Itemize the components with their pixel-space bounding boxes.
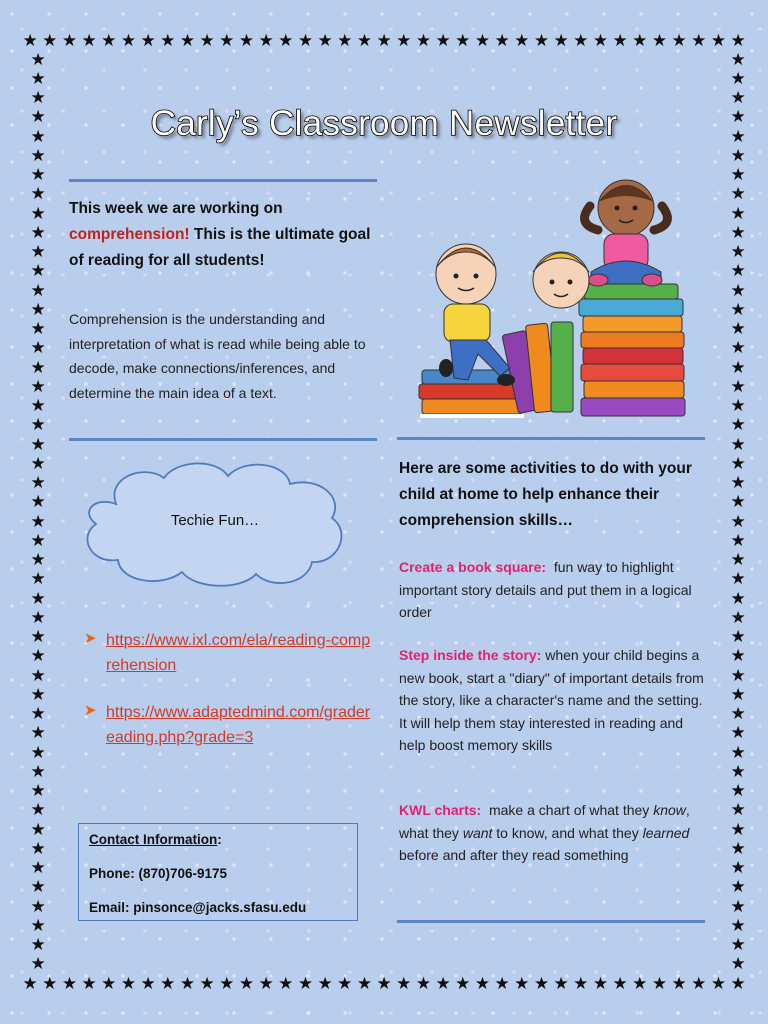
- star-icon: ★: [238, 973, 255, 994]
- contact-heading: Contact Information: [89, 832, 218, 847]
- star-icon: ★: [30, 781, 46, 802]
- star-icon: ★: [238, 30, 255, 51]
- star-icon: ★: [30, 954, 46, 975]
- star-icon: ★: [573, 973, 589, 994]
- star-icon: ★: [730, 800, 746, 821]
- star-icon: ★: [81, 30, 97, 51]
- activity-text: when your child begins a new book, start a "diary" of important details from the story, like a character's name and the setting. It will help them stay interested in reading and help boost memory skills: [399, 647, 708, 753]
- star-icon: ★: [30, 896, 46, 917]
- techie-links: [84, 628, 374, 772]
- star-icon: ★: [730, 954, 746, 975]
- star-icon: ★: [337, 30, 353, 51]
- star-icon: ★: [30, 376, 46, 397]
- star-icon: ★: [730, 607, 746, 628]
- contact-box: [78, 823, 358, 921]
- star-icon: ★: [219, 30, 235, 51]
- star-icon: ★: [730, 68, 746, 89]
- page-title: Carly’s Classroom Newsletter: [150, 104, 618, 143]
- star-icon: ★: [573, 30, 589, 51]
- star-icon: ★: [30, 68, 46, 89]
- star-icon: ★: [30, 165, 46, 186]
- star-icon: ★: [278, 973, 294, 994]
- star-icon: ★: [730, 242, 746, 263]
- activity-label: KWL charts:: [399, 802, 482, 818]
- kids-reading-books-illustration: [416, 172, 688, 420]
- star-icon: ★: [30, 453, 46, 474]
- star-icon: ★: [730, 530, 746, 551]
- star-icon: ★: [514, 973, 530, 994]
- techie-fun-cloud: [76, 456, 354, 590]
- star-icon: ★: [730, 415, 746, 436]
- star-icon: ★: [30, 49, 46, 70]
- star-icon: ★: [30, 742, 46, 763]
- intro-headline: [69, 196, 379, 274]
- star-icon: ★: [376, 973, 392, 994]
- activity-emphasis: learned: [642, 824, 690, 841]
- star-icon: ★: [30, 280, 46, 301]
- star-icon: ★: [30, 588, 46, 609]
- star-icon: ★: [730, 665, 746, 686]
- star-icon: ★: [140, 973, 156, 994]
- divider-activities-top: [397, 437, 705, 440]
- star-icon: ★: [455, 30, 471, 51]
- link-adaptedmind[interactable]: https://www.adaptedmind.com/gradereading.php?grade=3: [106, 704, 371, 746]
- star-icon: ★: [730, 761, 746, 782]
- star-icon: ★: [730, 319, 746, 340]
- star-icon: ★: [730, 473, 746, 494]
- star-icon: ★: [30, 319, 46, 340]
- star-icon: ★: [219, 973, 235, 994]
- activities-heading: Here are some activities to do with your child at home to help enhance their comprehension skills…: [399, 460, 692, 529]
- contact-heading-colon: :: [217, 832, 222, 847]
- star-icon: ★: [730, 973, 746, 994]
- intro-highlight: comprehension!: [69, 226, 190, 243]
- star-icon: ★: [30, 627, 46, 648]
- star-icon: ★: [356, 30, 373, 51]
- star-icon: ★: [612, 30, 628, 51]
- star-icon: ★: [612, 973, 628, 994]
- techie-fun-label: Techie Fun…: [170, 512, 260, 529]
- star-icon: ★: [730, 819, 746, 840]
- star-icon: ★: [730, 261, 746, 282]
- star-icon: ★: [30, 665, 46, 686]
- star-icon: ★: [730, 781, 746, 802]
- star-icon: ★: [592, 30, 609, 51]
- star-icon: ★: [30, 203, 46, 224]
- contact-email: Email: pinsonce@jacks.sfasu.edu: [89, 900, 307, 915]
- star-icon: ★: [160, 30, 176, 51]
- activity-text: fun way to highlight important story details and put them in a logical order: [399, 559, 696, 620]
- divider-intro-top: [69, 179, 377, 182]
- star-icon: ★: [691, 973, 707, 994]
- activity-step-inside: [399, 644, 708, 757]
- star-icon: ★: [455, 973, 471, 994]
- star-icon: ★: [553, 30, 569, 51]
- star-icon: ★: [120, 30, 137, 51]
- star-icon: ★: [730, 434, 746, 455]
- intro-body: Comprehension is the understanding and interpretation of what is read while being able to decode, make connections/inferences, and determine the main idea of a text.: [69, 311, 366, 401]
- divider-activities-bottom: [397, 920, 705, 923]
- contact-phone: Phone: (870)706-9175: [89, 866, 228, 881]
- star-icon: ★: [494, 30, 510, 51]
- star-icon: ★: [199, 973, 215, 994]
- star-icon: ★: [710, 30, 727, 51]
- activity-emphasis: know: [653, 802, 686, 818]
- star-icon: ★: [691, 30, 707, 51]
- star-icon: ★: [435, 973, 451, 994]
- star-icon: ★: [396, 973, 412, 994]
- star-icon: ★: [30, 145, 46, 166]
- link-ixl[interactable]: https://www.ixl.com/ela/reading-comprehension: [106, 632, 371, 674]
- star-icon: ★: [730, 30, 746, 51]
- star-icon: ★: [61, 30, 78, 51]
- star-icon: ★: [730, 222, 746, 243]
- star-icon: ★: [514, 30, 530, 51]
- activity-book-square: [399, 556, 704, 624]
- star-icon: ★: [730, 915, 746, 936]
- star-icon: ★: [297, 973, 314, 994]
- star-icon: ★: [730, 858, 746, 879]
- activity-kwl: [399, 799, 704, 867]
- star-icon: ★: [101, 973, 117, 994]
- star-icon: ★: [30, 550, 46, 571]
- star-icon: ★: [730, 877, 746, 898]
- star-icon: ★: [42, 973, 58, 994]
- star-icon: ★: [671, 973, 687, 994]
- star-icon: ★: [30, 569, 46, 590]
- star-icon: ★: [730, 165, 746, 186]
- star-icon: ★: [30, 242, 46, 263]
- star-icon: ★: [120, 973, 137, 994]
- star-icon: ★: [730, 184, 746, 205]
- star-icon: ★: [730, 704, 746, 725]
- star-icon: ★: [474, 973, 491, 994]
- star-icon: ★: [30, 723, 46, 744]
- star-icon: ★: [553, 973, 569, 994]
- star-icon: ★: [671, 30, 687, 51]
- star-icon: ★: [30, 126, 46, 147]
- star-icon: ★: [632, 973, 648, 994]
- star-icon: ★: [651, 973, 668, 994]
- contact-heading-row: [89, 831, 347, 848]
- star-icon: ★: [160, 973, 176, 994]
- star-icon: ★: [494, 973, 510, 994]
- intro-prefix: This week we are working on: [69, 200, 283, 217]
- star-icon: ★: [30, 607, 46, 628]
- divider-intro-bottom: [69, 438, 377, 441]
- star-icon: ★: [730, 107, 746, 128]
- star-icon: ★: [30, 434, 46, 455]
- star-icon: ★: [533, 973, 550, 994]
- star-icon: ★: [30, 473, 46, 494]
- star-icon: ★: [730, 684, 746, 705]
- star-icon: ★: [396, 30, 412, 51]
- star-icon: ★: [30, 184, 46, 205]
- star-icon: ★: [730, 838, 746, 859]
- star-icon: ★: [297, 30, 314, 51]
- star-icon: ★: [179, 973, 196, 994]
- star-icon: ★: [61, 973, 78, 994]
- star-icon: ★: [199, 30, 215, 51]
- star-icon: ★: [258, 30, 274, 51]
- star-icon: ★: [30, 704, 46, 725]
- star-icon: ★: [730, 896, 746, 917]
- star-icon: ★: [730, 88, 746, 109]
- activity-text: before and after they read something: [399, 824, 694, 863]
- star-icon: ★: [730, 492, 746, 513]
- star-icon: ★: [30, 88, 46, 109]
- star-icon: ★: [730, 569, 746, 590]
- star-icon: ★: [30, 357, 46, 378]
- star-icon: ★: [42, 30, 58, 51]
- star-icon: ★: [30, 877, 46, 898]
- arrow-bullet-icon: ➤: [84, 702, 97, 719]
- star-icon: ★: [30, 107, 46, 128]
- activity-text: make a chart of what they: [481, 802, 654, 818]
- star-icon: ★: [30, 415, 46, 436]
- star-icon: ★: [30, 492, 46, 513]
- star-icon: ★: [356, 973, 373, 994]
- star-icon: ★: [474, 30, 491, 51]
- star-icon: ★: [730, 742, 746, 763]
- star-icon: ★: [30, 838, 46, 859]
- star-icon: ★: [337, 973, 353, 994]
- star-icon: ★: [651, 30, 668, 51]
- activity-label: Create a book square:: [399, 559, 547, 575]
- star-icon: ★: [730, 646, 746, 667]
- star-icon: ★: [30, 915, 46, 936]
- star-icon: ★: [730, 145, 746, 166]
- star-icon: ★: [376, 30, 392, 51]
- star-icon: ★: [81, 973, 97, 994]
- star-icon: ★: [30, 800, 46, 821]
- star-icon: ★: [22, 973, 38, 994]
- list-item: [84, 700, 374, 750]
- star-icon: ★: [30, 396, 46, 417]
- star-icon: ★: [730, 396, 746, 417]
- star-icon: ★: [730, 376, 746, 397]
- star-icon: ★: [30, 761, 46, 782]
- arrow-bullet-icon: ➤: [84, 630, 97, 647]
- star-icon: ★: [30, 819, 46, 840]
- star-icon: ★: [415, 30, 432, 51]
- star-icon: ★: [632, 30, 648, 51]
- star-icon: ★: [730, 588, 746, 609]
- star-icon: ★: [730, 49, 746, 70]
- star-icon: ★: [730, 550, 746, 571]
- activity-emphasis: want: [462, 824, 493, 841]
- star-icon: ★: [730, 126, 746, 147]
- star-icon: ★: [30, 935, 46, 955]
- star-icon: ★: [317, 30, 333, 51]
- star-icon: ★: [730, 511, 746, 532]
- star-icon: ★: [730, 338, 746, 359]
- star-icon: ★: [30, 511, 46, 532]
- star-icon: ★: [101, 30, 117, 51]
- star-icon: ★: [30, 684, 46, 705]
- star-icon: ★: [435, 30, 451, 51]
- star-icon: ★: [730, 627, 746, 648]
- star-icon: ★: [30, 299, 46, 320]
- activity-text: , what they: [399, 802, 694, 841]
- star-icon: ★: [533, 30, 550, 51]
- star-icon: ★: [730, 299, 746, 320]
- list-item: [84, 628, 374, 678]
- star-icon: ★: [258, 973, 274, 994]
- star-icon: ★: [317, 973, 333, 994]
- star-icon: ★: [30, 858, 46, 879]
- star-icon: ★: [730, 935, 746, 955]
- star-icon: ★: [30, 646, 46, 667]
- star-icon: ★: [730, 723, 746, 744]
- star-icon: ★: [179, 30, 196, 51]
- star-icon: ★: [730, 453, 746, 474]
- star-icon: ★: [415, 973, 432, 994]
- star-icon: ★: [22, 30, 38, 51]
- star-icon: ★: [710, 973, 727, 994]
- star-icon: ★: [140, 30, 156, 51]
- star-icon: ★: [30, 530, 46, 551]
- activity-label: Step inside the story:: [399, 647, 542, 663]
- star-icon: ★: [592, 973, 609, 994]
- activity-text: to know, and what they: [492, 824, 643, 841]
- star-icon: ★: [730, 203, 746, 224]
- intro-suffix: This is the ultimate goal of reading for all students!: [69, 226, 371, 269]
- star-icon: ★: [730, 280, 746, 301]
- star-icon: ★: [278, 30, 294, 51]
- star-icon: ★: [30, 338, 46, 359]
- star-icon: ★: [30, 261, 46, 282]
- star-icon: ★: [30, 222, 46, 243]
- star-icon: ★: [730, 357, 746, 378]
